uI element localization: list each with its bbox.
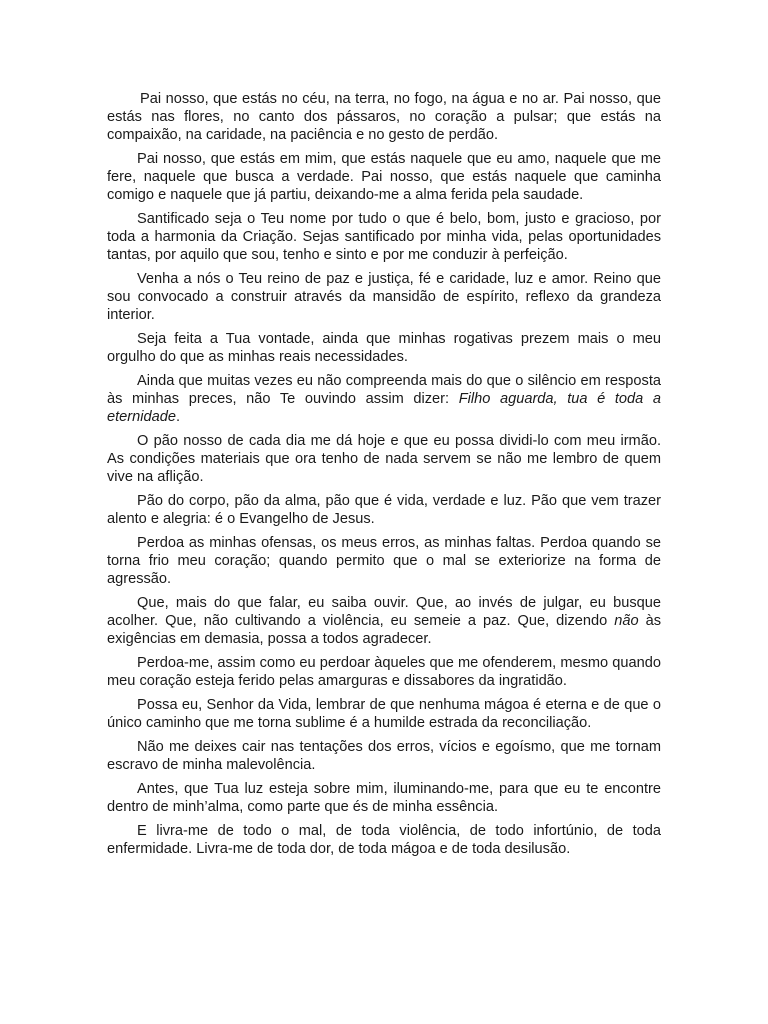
paragraph-9: Perdoa as minhas ofensas, os meus erros, as minhas faltas. Perdoa quando se torna frio meu coração; quando permito que o mal se exteriorize na forma de agressão. (107, 535, 661, 587)
paragraph-14: Antes, que Tua luz esteja sobre mim, iluminando-me, para que eu te encontre dentro de minh’alma, como parte que és de minha essência. (107, 781, 661, 815)
paragraph-6-end: . (175, 409, 181, 425)
paragraph-10-italic: não (614, 613, 639, 629)
paragraph-13: Não me deixes cair nas tentações dos erros, vícios e egoísmo, que me tornam escravo de minha malevolência. (107, 739, 661, 773)
paragraph-4: Venha a nós o Teu reino de paz e justiça, fé e caridade, luz e amor. Reino que sou convocado a construir através da mansidão de espírito, reflexo da grandeza interior. (107, 271, 661, 323)
paragraph-8: Pão do corpo, pão da alma, pão que é vida, verdade e luz. Pão que vem trazer alento e alegria: é o Evangelho de Jesus. (107, 493, 661, 527)
paragraph-2: Pai nosso, que estás em mim, que estás naquele que eu amo, naquele que me fere, naquele que busca a verdade. Pai nosso, que estás naquele que caminha comigo e naquele que já partiu, deixando-me a alma ferida pela saudade. (107, 151, 661, 203)
paragraph-15: E livra-me de todo o mal, de toda violência, de todo infortúnio, de toda enfermidade. Livra-me de toda dor, de toda mágoa e de toda desilusão. (107, 823, 661, 857)
paragraph-11: Perdoa-me, assim como eu perdoar àqueles que me ofenderem, mesmo quando meu coração esteja ferido pelas amarguras e dissabores da ingratidão. (107, 655, 661, 689)
paragraph-5: Seja feita a Tua vontade, ainda que minhas rogativas prezem mais o meu orgulho do que as minhas reais necessidades. (107, 331, 661, 365)
paragraph-1: Pai nosso, que estás no céu, na terra, no fogo, na água e no ar. Pai nosso, que estás nas flores, no canto dos pássaros, no coração a pulsar; que estás na compaixão, na caridade, na paciência e no gesto de perdão. (107, 91, 661, 143)
paragraph-10-end: às exigências em demasia, possa a todos agradecer. (107, 613, 662, 647)
paragraph-3: Santificado seja o Teu nome por tudo o que é belo, bom, justo e gracioso, por toda a harmonia da Criação. Sejas santificado por minha vida, pelas oportunidades tantas, por aquilo que sou, tenho e sinto e por me conduzir à perfeição. (107, 211, 661, 263)
document-page (107, 90, 661, 864)
paragraph-10 (107, 594, 661, 648)
paragraph-12: Possa eu, Senhor da Vida, lembrar de que nenhuma mágoa é eterna e de que o único caminho que me torna sublime é a humilde estrada da reconciliação. (107, 697, 661, 731)
paragraph-6-italic: Filho aguarda, tua é toda a eternidade (107, 391, 661, 425)
paragraph-7: O pão nosso de cada dia me dá hoje e que eu possa dividi-lo com meu irmão. As condições materiais que ora tenho de nada servem se não me lembro de quem vive na aflição. (107, 433, 661, 485)
paragraph-10-text: Que, mais do que falar, eu saiba ouvir. Que, ao invés de julgar, eu busque acolher. Que, não cultivando a violência, eu semeie a paz. Que, dizendo (107, 595, 661, 629)
paragraph-6 (107, 372, 661, 426)
paragraph-6-text: Ainda que muitas vezes eu não compreenda mais do que o silêncio em resposta às minhas preces, não Te ouvindo assim dizer: (107, 373, 661, 407)
